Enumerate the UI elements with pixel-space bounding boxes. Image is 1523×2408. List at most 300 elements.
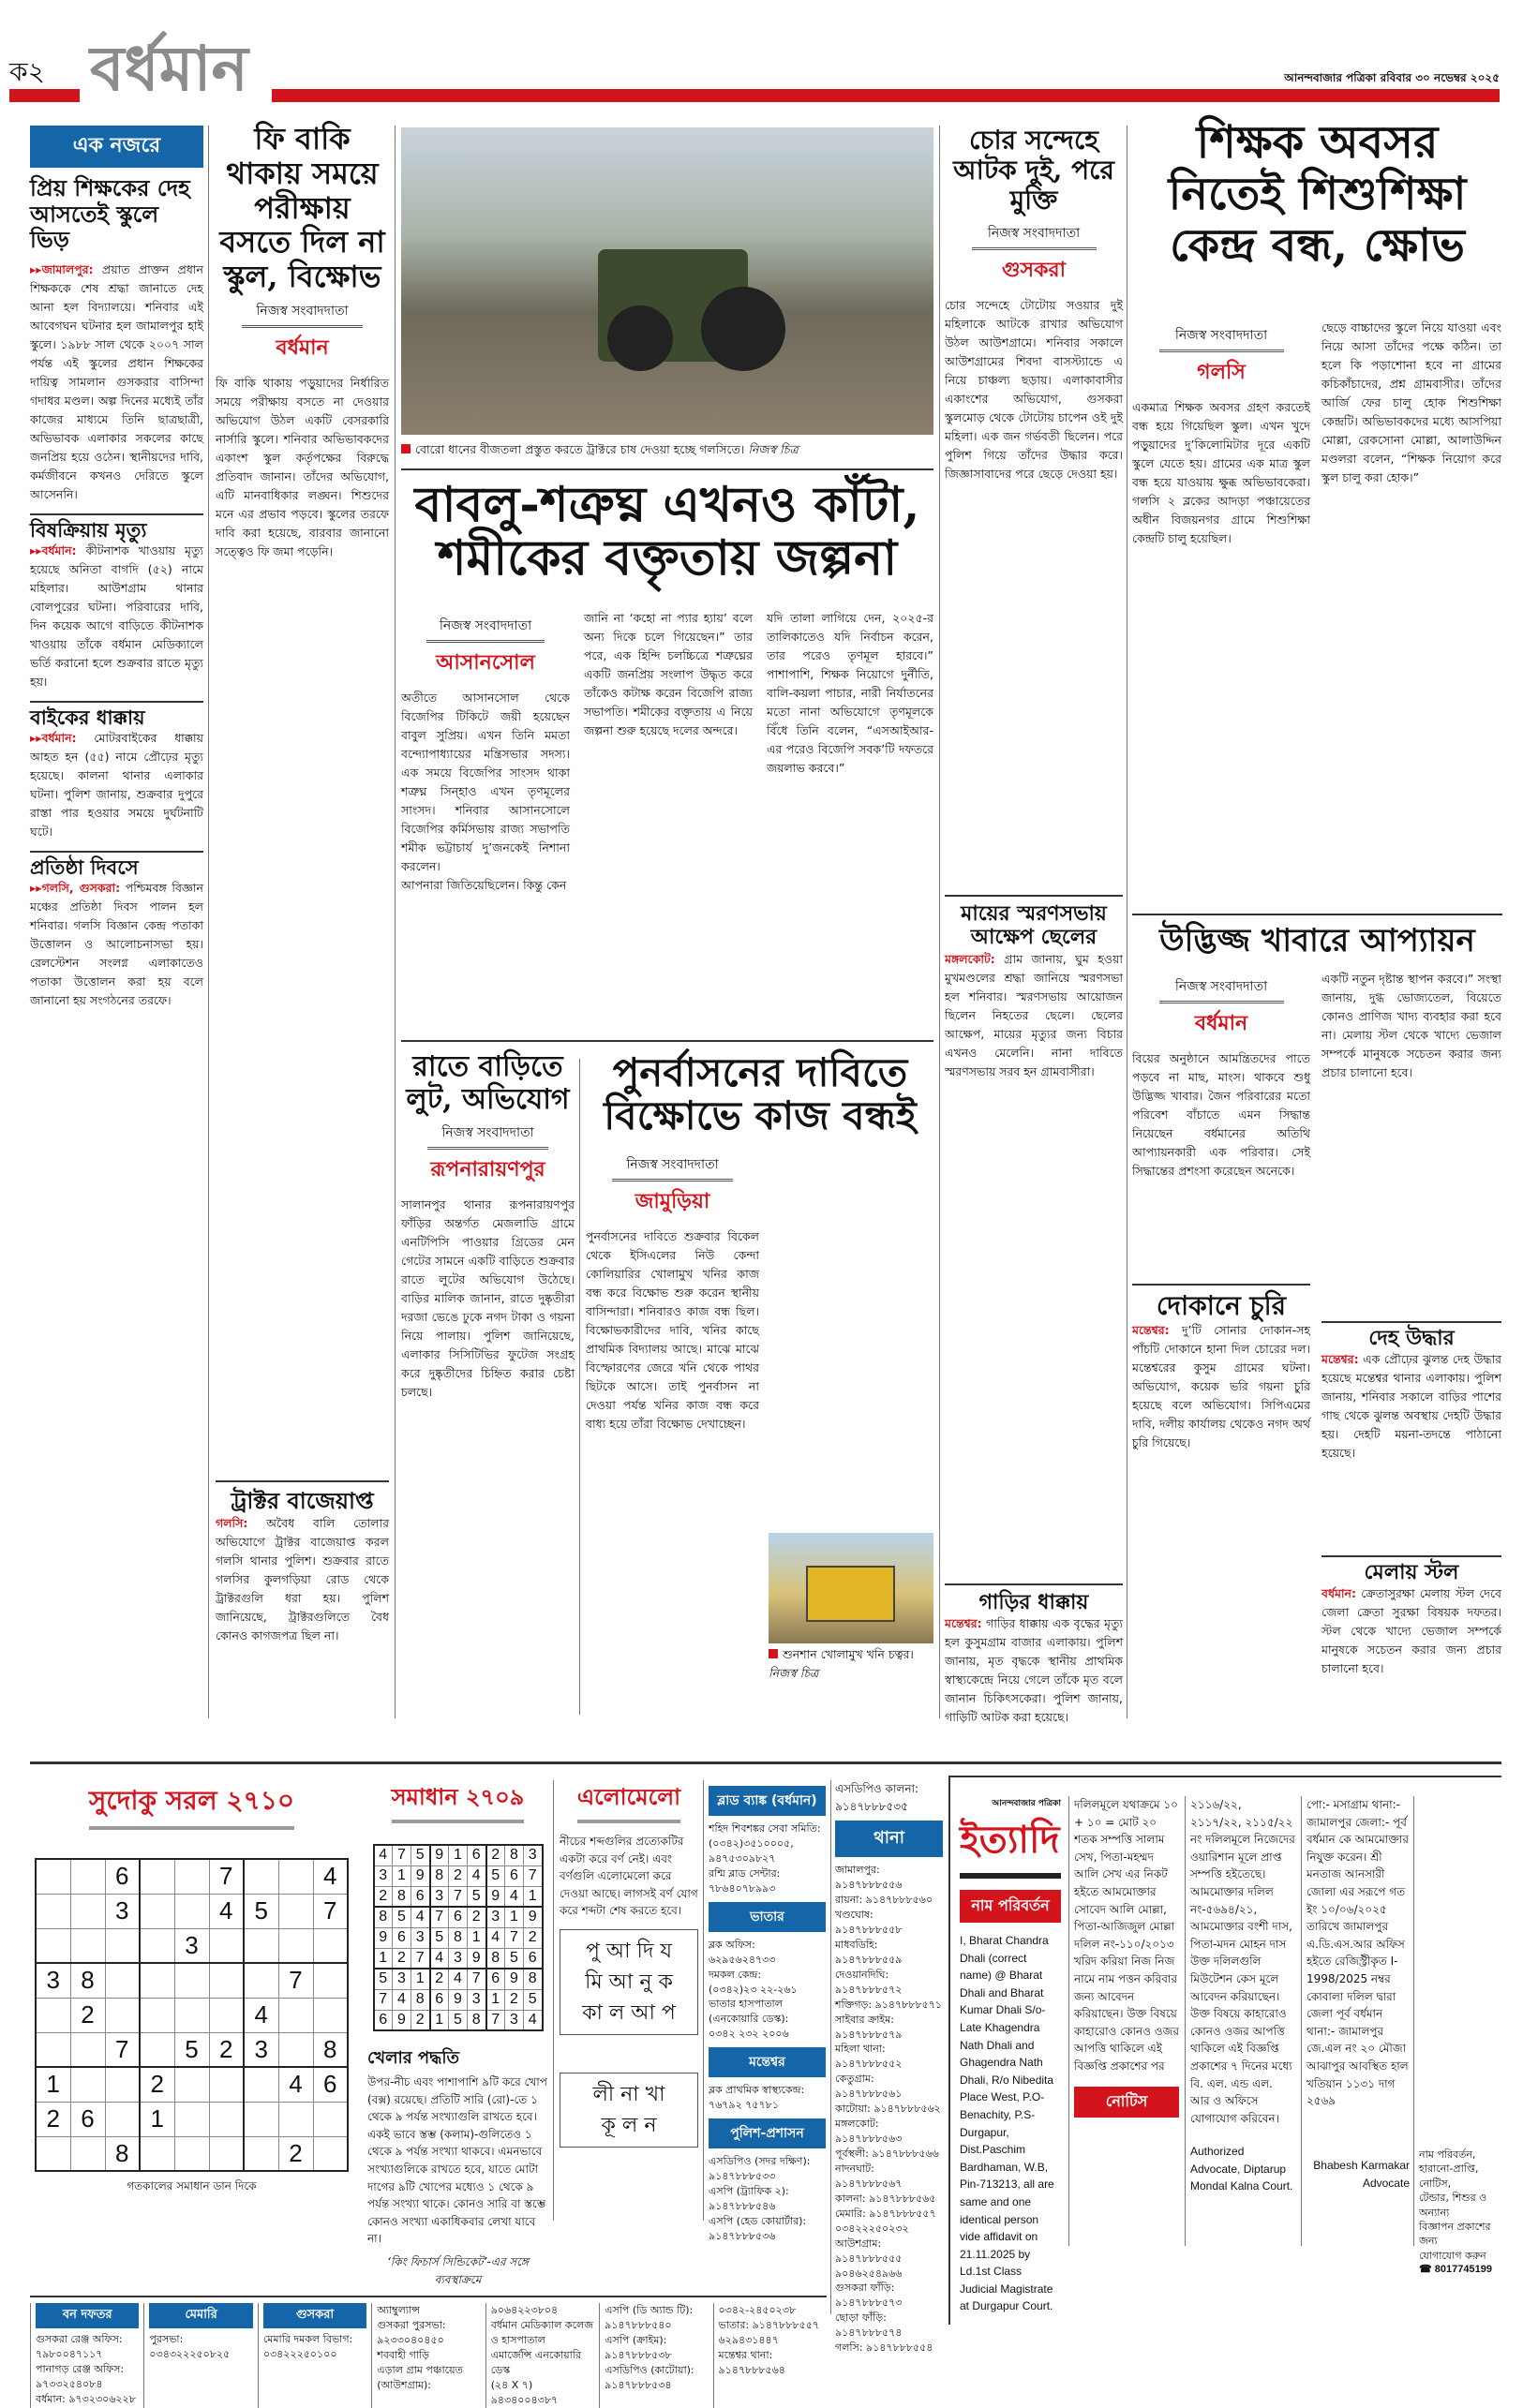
section-rule [1132, 914, 1502, 915]
byline: নিজস্ব সংবাদদাতা [427, 1122, 549, 1150]
solution-cell: 3 [524, 1845, 543, 1865]
helpline-line: ৯১৪৭৮৮৮৫৪০ [605, 2319, 672, 2332]
sudoku-cell[interactable] [140, 2032, 174, 2067]
helpline-line: ৯১৪৭৮৮৮৫৬৪ [718, 2363, 785, 2376]
sudoku-cell[interactable] [209, 1928, 244, 1963]
solution-cell: 9 [468, 1948, 486, 1969]
classified-ad: I, Bharat Chandra Dhali (correct name) @ Bharat Dhali and Bharat Kumar Dhali S/o- Late Khagendra Nath Dhali and Ghagendra Nath Dhali, R/o Nibedita Place West, P.O-Benachity, P.S-Durgapur, Dist.Paschim Bardhaman, W.B, Pin-713213, all are same and one identical person vide affidavit on 21.11.2025 by Ld.1st Class Judicial Magistrate at Durgapur Court. [960, 1934, 1054, 2313]
sudoku-cell[interactable] [70, 2032, 105, 2067]
place-tag: আসানসোল [436, 651, 535, 675]
thana-line: রায়না: ৯১৪৭৮৮৮৫৬০ [835, 1894, 933, 1907]
section-rule [401, 468, 933, 470]
thana-title: থানা [835, 1821, 943, 1857]
sudoku-cell: 4 [313, 1859, 348, 1894]
sudoku-cell[interactable] [36, 1928, 70, 1963]
thana-line: কেতুগ্রাম: ৯১৪৭৮৮৮৫৬১ [835, 2073, 903, 2101]
sudoku-cell: 7 [278, 1963, 313, 1998]
brief-text: কীটনাশক খাওয়ায় মৃত্যু হয়েছে অনিতা বাগদি (৫২) নামে মহিলার। আউশগ্রাম থানার বোলপুরের ঘটনা। পরিবারের দাবি, দিন কয়েক আগে বাড়িতে কীটনাশক খাওয়ায় তাঁকে বর্ধমান মেডিক্যালে ভর্তি করানো হলে শুক্রবার রাতে মৃত্যু হয়। [30, 543, 203, 689]
puzzle-word: কূ ল ন [601, 2113, 657, 2137]
solution-cell: 2 [486, 1845, 505, 1865]
contact-line: নাম পরিবর্তন, [1419, 2148, 1476, 2161]
place-tag: রূপনারায়ণপুর [430, 1158, 545, 1182]
sudoku-cell[interactable] [36, 2032, 70, 2067]
sudoku-cell[interactable] [174, 1998, 209, 2032]
sudoku-cell[interactable] [70, 2136, 105, 2171]
sudoku-cell[interactable] [140, 1998, 174, 2032]
column-divider [1068, 1796, 1069, 2246]
sudoku-cell[interactable] [140, 1894, 174, 1928]
solution-cell: 1 [393, 1865, 411, 1886]
solution-cell: 1 [430, 2010, 449, 2030]
phone-icon: ☎ [1419, 2264, 1432, 2276]
solution-cell: 8 [486, 1948, 505, 1969]
solution-cell: 1 [468, 1927, 486, 1948]
sudoku-cell: 1 [140, 2102, 174, 2136]
thana-line: পূর্বস্থলী: ৯১৪৭৮৮৮৫৬৬ [835, 2148, 939, 2160]
solution-cell: 9 [449, 1989, 468, 2010]
sudoku-cell[interactable] [70, 1894, 105, 1928]
solution-cell: 2 [430, 1969, 449, 1989]
fair-body: ক্রেতাসুরক্ষা মেলায় স্টল দেবে জেলা ক্রেতা সুরক্ষা বিষয়ক দফতর। স্টল থেকে খাদ্যে ভেজাল সম্পর্কে মানুষকে সচেতন করার জন্য প্রচার চালানো হবে। [1321, 1586, 1501, 1676]
sudoku-cell[interactable] [244, 1928, 278, 1963]
column-divider [553, 1780, 554, 2221]
helpline-line: ৯১৪৭৮৮৮৫৩৬ [709, 2229, 776, 2242]
loot-story [401, 1051, 575, 1402]
solution-cell: 6 [374, 2010, 393, 2030]
helpline-column [709, 1780, 826, 2244]
column-divider [830, 1780, 831, 2314]
puzzle-word: পু আ দি য [585, 1939, 673, 1963]
car-body: গাড়ির ধাক্কায় এক বৃদ্ধের মৃত্যু হল কুসুমগ্রাম বাজার এলাকায়। পুলিশ জানায়, মৃত বৃদ্ধকে স্থানীয় প্রাথমিক স্বাস্থ্যকেন্দ্রে নিয়ে গেলে তাঁকে মৃত বলে জানান চিকিৎসকেরা। পুলিশ জানায়, গাড়িটি আটক করা হয়েছে। [945, 1616, 1123, 1725]
solution-cell: 7 [449, 1886, 468, 1907]
sudoku-cell: 3 [105, 1894, 140, 1928]
rehab-headline: পুনর্বাসনের দাবিতে বিক্ষোভে কাজ বন্ধই [604, 1049, 917, 1139]
sudoku-cell: 7 [209, 1859, 244, 1894]
ad-signature: Bhabesh Karmakar Advocate [1313, 2159, 1410, 2190]
sudoku-cell: 1 [36, 2067, 70, 2102]
sudoku-cell[interactable] [174, 2102, 209, 2136]
sudoku-cell[interactable] [244, 1963, 278, 1998]
thana-line: কাটোয়া: ৯১৪৭৮৮৮৫৬২ [835, 2103, 941, 2116]
sudoku-cell[interactable] [140, 2136, 174, 2171]
sudoku-cell[interactable] [105, 2102, 140, 2136]
solution-cell: 6 [524, 1948, 543, 1969]
sudoku-cell: 2 [209, 2032, 244, 2067]
solution-cell: 1 [505, 1907, 524, 1927]
column-divider [1185, 1796, 1186, 2246]
solution-cell: 1 [374, 1948, 393, 1969]
syndicate-credit: ‘কিং ফিচার্স সিন্ডিকেট’-এর সঙ্গে ব্যবস্থাক্রমে [386, 2254, 530, 2286]
solution-cell: 8 [524, 1969, 543, 1989]
thana-line: ৯১৪৭৮৮৮৫৭৯ [835, 2028, 903, 2041]
sudoku-cell[interactable] [36, 1859, 70, 1894]
helpline-line: এমার্জেন্সি এনকোয়ারি ডেস্ক [490, 2348, 582, 2376]
helpline-section-title: ব্লাড ব্যাঙ্ক (বর্ধমান) [709, 1786, 826, 1816]
sudoku-cell: 4 [278, 2067, 313, 2102]
helpline-strip-column [485, 2303, 599, 2408]
column-divider [939, 126, 940, 1718]
contact-line: হারানো-প্রাপ্তি, নোটিস, [1419, 2163, 1479, 2190]
grid-row [36, 1998, 348, 2032]
sudoku-cell[interactable] [174, 1894, 209, 1928]
sudoku-cell[interactable] [140, 1928, 174, 1963]
byline: নিজস্ব সংবাদদাতা [426, 615, 545, 643]
solution-cell: 2 [411, 2010, 430, 2030]
grid-row [374, 1989, 543, 2010]
sudoku-grid [35, 1858, 349, 2172]
helpline-strip-column [30, 2303, 143, 2408]
rehab-story [586, 1148, 759, 1434]
solution-cell: 6 [505, 1865, 524, 1886]
grid-row [36, 2102, 348, 2136]
sudoku-cell: 8 [70, 1963, 105, 1998]
rehab-body: পুনর্বাসনের দাবিতে শুক্রবার বিকেল থেকে ইসিএলের নিউ কেন্দা কোলিয়ারির খোলামুখ খনির কাজ বন্ধ করে বিক্ষোভ শুরু করেন স্থানীয় বাসিন্দারা। শনিবারও কাজ বন্ধ ছিল। বিক্ষোভকারীদের দাবি, খনির কাছে প্রাথমিক বিদ্যালয় আছে। মাঝে মাঝে বিস্ফোরণের জেরে খনি থেকে পাথর ছিটকে আসে। তাই পুনর্বাসন না দেওয়া পর্যন্ত খনির কাজ বন্ধ করে বাধ্য হয়ে তাঁরা বিক্ষোভ দেখাচ্ছেন। [586, 1229, 759, 1431]
thana-line: মেমারি: ৯১৪৭৮৮৮৫৫৭ [835, 2207, 936, 2220]
sudoku-cell[interactable] [174, 1859, 209, 1894]
tractor-story [216, 1480, 389, 1645]
helpline-line: ৯৭৩৩২৫৪০৮৪ [36, 2377, 103, 2390]
grid-row [374, 1948, 543, 1969]
solution-cell: 2 [374, 1886, 393, 1907]
helpline-line: দমকল কেন্দ্র: [709, 1968, 762, 1981]
rehab-photo-caption [769, 1647, 933, 1685]
helpline-section-title: মন্তেশ্বর [709, 2047, 826, 2077]
brief-headline: বাইকের ধাক্কায় [30, 705, 145, 729]
truck-shape [806, 1566, 895, 1622]
sudoku-cell[interactable] [70, 1859, 105, 1894]
solution-cell: 5 [468, 1886, 486, 1907]
sudoku-cell[interactable] [244, 2136, 278, 2171]
sudoku-cell[interactable] [313, 2102, 348, 2136]
sudoku-cell[interactable] [278, 1928, 313, 1963]
loot-body: সালানপুর থানার রূপনারায়ণপুর ফাঁড়ির অন্তর্গত মেজলাডি গ্রামে এনটিপিসি পাওয়ার গ্রিডের মেন গেটের সামনে একটি বাড়িতে শুক্রবার রাতে লুটের অভিযোগ উঠেছে। বাড়ির মালিক জানান, রাতে দুষ্কৃতীরা দরজা ভেঙে ঢুকে নগদ টাকা ও গয়না নিয়ে পালায়। পুলিশ জানিয়েছে, এলাকার সিসিটিভির ফুটেজ সংগ্রহ করে দুষ্কৃতীদের চিহ্নিত করার চেষ্টা চলছে। [401, 1197, 575, 1399]
car-story [945, 1583, 1123, 1727]
thana-line: ছোড়া ফাঁড়ি: [835, 2311, 887, 2325]
sudoku-cell[interactable] [313, 1963, 348, 1998]
solution-cell: 5 [430, 1927, 449, 1948]
solution-cell: 9 [430, 1845, 449, 1865]
brief-dateline: মন্তেশ্বর: [1132, 1323, 1170, 1338]
solution-cell: 1 [486, 1989, 505, 2010]
sudoku-cell[interactable] [105, 1963, 140, 1998]
fee-story [216, 122, 389, 561]
solution-cell: 2 [468, 1907, 486, 1927]
helpline-line: গুসকরা পুরসভা: [377, 2319, 446, 2332]
grid-row [36, 1928, 348, 1963]
solution-cell: 4 [505, 1886, 524, 1907]
grid-row [36, 2136, 348, 2171]
brief-text: মোটরবাইকের ধাক্কায় আহত হন (৫৫) নামে প্রৌঢ়ের মৃত্যু হয়েছে। কালনা থানার এলাকার ঘটনা। পুলিশ জানায়, শুক্রবার দুপুরে রাস্তা পার হওয়ার সময়ে দুর্ঘটনাটি ঘটে। [30, 731, 203, 840]
sudoku-title: সুদোকু সরল ২৭১০ [89, 1780, 294, 1830]
solution-title: সমাধান ২৭০৯ [392, 1780, 525, 1823]
dateline: আনন্দবাজার পত্রিকা রবিবার ৩০ নভেম্বর ২০২৫ [1284, 71, 1500, 84]
photo-credit: নিজস্ব চিত্র [769, 1666, 819, 1680]
helpline-line: ৯৪৭৫৩০৯৮২৭ [709, 1851, 776, 1865]
name-change-label: নাম পরিবর্তন [960, 1890, 1061, 1923]
page-number: ক২ [9, 56, 45, 87]
sudoku-cell[interactable] [105, 1998, 140, 2032]
sudoku-cell[interactable] [313, 1998, 348, 2032]
helpline-strip-column [258, 2303, 371, 2408]
sudoku-cell[interactable] [278, 2032, 313, 2067]
mother-headline: মায়ের স্মরণসভায় আক্ষেপ ছেলের [961, 901, 1107, 950]
thana-line: গলসি: ৯১৪৭৮৮৮৫৫৪ [835, 2341, 933, 2355]
thana-line: মাধবডিহি: ৯১৪৭৮৮৮৫৫৯ [835, 1938, 903, 1966]
sudoku-cell[interactable] [70, 2067, 105, 2102]
helpline-line: (২৪ X ৭) [490, 2378, 533, 2391]
helpline-line: পানাগড় রেঞ্জ অফিস: [36, 2362, 125, 2375]
sudoku-cell[interactable] [209, 1998, 244, 2032]
puzzle-word: কা ল আ প [582, 2000, 676, 2025]
thief-story [945, 126, 1123, 483]
byline: নিজস্ব সংবাদদাতা [972, 222, 1097, 250]
classified-ad: পো:- মসাগ্রাম থানা:- জামালপুর জেলা:- পূর্ব বর্ধমান কে আমমোক্তার নিযুক্ত করেন। শ্রী মনতাজ আনসারী জোলা এর সরূপে গত ইং ১০/০৬/২০২৫ তারিখে জামালপুর এ.ডি.এস.আর অফিস হইতে রেজিস্ট্রীকৃত I-1998/2025 নম্বর কোবালা দলিল দ্বারা জেলা পূর্ব বর্ধমান থানা:- জামালপুর জে.এল নং ২০ মৌজা আঝাপুর আবস্থিত হাল খতিয়ান ১১৩১ দাগ ২৫৬৯ [1306, 1798, 1409, 2108]
sudoku-cell[interactable] [140, 1859, 174, 1894]
thana-line: ৯১৪৭৮৮৮৫৭৩ [835, 2297, 903, 2310]
solution-cell: 4 [430, 1948, 449, 1969]
body-headline: দেহ উদ্ধার [1368, 1326, 1455, 1350]
solution-cell: 4 [374, 1845, 393, 1865]
tractor-wheel [607, 305, 673, 371]
solution-cell: 9 [524, 1907, 543, 1927]
shop-headline: দোকানে চুরি [1156, 1290, 1287, 1321]
school-col-2: ছেড়ে বাচ্চাদের স্কুলে নিয়ে যাওয়া এবং নিয়ে আসা তাঁদের পক্ষে কঠিন। তা হলে কি পড়াশোনা হবে না গ্রামের কচিকাঁচাদের, প্রশ্ন গ্রামবাসীর। তাঁদের আর্জি ফের চালু হোক শিশুশিক্ষা কেন্দ্রটি। অভিভাবকদের মধ্যে আসপিয়া মোল্লা, রেকসোনা মোল্লা, আলাউদ্দিন মণ্ডলরা বলেন, “শিক্ষক নিয়োগ করে স্কুল চালু করা হোক।” [1321, 320, 1501, 484]
sudoku-cell[interactable] [278, 2102, 313, 2136]
solution-cell: 4 [524, 2010, 543, 2030]
byline: নিজস্ব সংবাদদাতা [612, 1153, 734, 1182]
solution-panel [367, 1780, 548, 2288]
classified-ad: দলিলমূলে যথাক্রমে ১০ + ১০ = মোট ২০ শতক সম্পত্তি সালাম সেখ, পিতা-মহম্মদ আলি সেখ এর নিকট হইতে আমমোক্তার সোবেদ আলি মোল্লা, পিতা-আজিজুল মোল্লা দলিল নং-১১০/২০১৩ খরিদ করিয়া নিজ নিজ নামে নাম পত্তন করিবার জন্য আবেদন করিয়াছেন। উক্ত বিষয়ে কাহারোও কোনও ওজর আপত্তি থাকিলে এই বিজ্ঞপ্তি প্রকাশের পর [1074, 1798, 1179, 2073]
lead-col-3: যদি তালা লাগিয়ে দেন, ২০২৫-র তালিকাতেও যদি নির্বাচন করেন, তার পরেও তৃণমূল হারবে।” পাশাপাশি, শিক্ষক নিয়োগে দুর্নীতি, বালি-কয়লা পাচার, নারী নির্যাতনের মতো নানা অভিযোগে তৃণমূলকে বিঁধে তিনি বলেন, “এসআইআর-এর পরেও বিজেপি সবক’টি দফতরে জয়লাভ করবে।” [767, 611, 933, 775]
brief-dateline: গলসি: [216, 1515, 248, 1530]
byline: নিজস্ব সংবাদদাতা [1159, 324, 1284, 352]
thief-headline: চোর সন্দেহে আটক দুই, পরে মুক্তি [953, 125, 1114, 216]
solution-cell: 1 [411, 1969, 430, 1989]
sudoku-cell[interactable] [36, 1894, 70, 1928]
solution-cell: 9 [505, 1969, 524, 1989]
sudoku-cell[interactable] [244, 2067, 278, 2102]
sudoku-cell[interactable] [278, 1998, 313, 2032]
thana-line: শক্তিগড়: ৯১৪৭৮৮৮৫৭১ [835, 1998, 943, 2011]
helpline-strip-column [143, 2303, 257, 2408]
sudoku-cell: 3 [244, 2032, 278, 2067]
helpline-line: ৯০৬৪২২৩৮০৪ [490, 2304, 559, 2317]
caption-text: শুনশান খোলামুখ খনি চত্বর। [783, 1647, 914, 1661]
solution-cell: 3 [505, 2010, 524, 2030]
lead-col-2: জানি না ‘কহো না প্যার হ্যায়’ বলে অন্য দিকে চলে গিয়েছেন।” তার পরে, এক হিন্দি চলচ্চিত্রে শত্রুঘ্নের একটি জনপ্রিয় সংলাপ উদ্ধৃত করে তাঁকেও কটাক্ষ করেন বিজেপি রাজ্য সভাপতি। শমীকের বক্তৃতায় এ নিয়ে জল্পনা শুরু হয়েছে দলের অন্দরে। [584, 611, 753, 737]
solution-cell: 7 [524, 1865, 543, 1886]
sudoku-cell: 6 [105, 1859, 140, 1894]
sudoku-cell[interactable] [105, 2067, 140, 2102]
solution-cell: 7 [393, 1845, 411, 1865]
sudoku-cell[interactable] [313, 1928, 348, 1963]
sudoku-cell[interactable] [313, 2136, 348, 2171]
sudoku-cell[interactable] [174, 2067, 209, 2102]
solution-cell: 3 [411, 1927, 430, 1948]
ittadi-contact [1419, 2148, 1501, 2278]
column-divider [579, 1059, 580, 1715]
sudoku-cell[interactable] [174, 2136, 209, 2171]
fair-story [1321, 1555, 1501, 1678]
helpline-line: ভাতার হাসপাতাল [709, 1998, 783, 2011]
sudoku-cell[interactable] [278, 1859, 313, 1894]
solution-cell: 3 [393, 1969, 411, 1989]
section-rule [30, 1761, 1501, 1764]
school-body: একমাত্র শিক্ষক অবসর গ্রহণ করতেই বন্ধ হয়ে গিয়েছিল স্কুল। এখন খুদে পড়ুয়াদের দু’কিলোমিটার দূরে একটি স্কুলে যেতে হয়। গ্রামের এক মাত্র স্কুল বন্ধ হয়ে যাওয়ায় ক্ষুব্ধ অভিভাবকেরা। গলসি ২ ব্লকের আদড়া পঞ্চায়েতের অধীন বিজয়নগর গ্রামে শিশুশিক্ষা কেন্দ্রটি চালু হয়েছিল। [1132, 400, 1310, 545]
sudoku-cell[interactable] [140, 1963, 174, 1998]
thana-line: ৯১৪৭৮৮৮৫৫২ [835, 2058, 903, 2071]
brief-dateline: বর্ধমান: [41, 543, 77, 557]
place-tag: গুসকরা [1002, 258, 1066, 282]
ittadi-masthead [960, 1796, 1061, 2315]
sudoku-cell[interactable] [36, 2136, 70, 2171]
solution-cell: 8 [468, 2010, 486, 2030]
sudoku-cell[interactable] [209, 2067, 244, 2102]
body-recovery-text: এক প্রৌঢ়ের ঝুলন্ত দেহ উদ্ধার হয়েছে মন্তেশ্বর থানার এলাকায়। পুলিশ জানায়, শনিবার সকালে বাড়ির পাশের গাছ থেকে ঝুলন্ত অবস্থায় দেহটি উদ্ধার হয়। দেহটি ময়না-তদন্তে পাঠানো হয়েছে। [1321, 1352, 1501, 1461]
helpline-line: (০৩৪২)২৩ ২২-২৬১ [709, 1983, 798, 1996]
place-tag: গলসি [1197, 361, 1246, 384]
solution-cell: 6 [486, 1969, 505, 1989]
grid-row [374, 2010, 543, 2030]
solution-cell: 3 [449, 1948, 468, 1969]
elomelo-instructions: নীচের শব্দগুলির প্রত্যেকটির একটা করে বর্ণ নেই। এবং বর্ণগুলি এলোমেলো করে দেওয়া আছে। লাগসই বর্ণ যোগ করে শব্দটা শেষ করতে হবে। [560, 1835, 698, 1918]
sudoku-cell[interactable] [209, 2136, 244, 2171]
solution-cell: 4 [411, 1907, 430, 1927]
solution-cell: 4 [486, 1927, 505, 1948]
school-col-1 [1132, 319, 1310, 548]
solution-cell: 4 [468, 1865, 486, 1886]
dumper-truck-photo [769, 1533, 933, 1643]
helpline-line: ০৩৪২২২৫০১০০ [262, 2347, 337, 2360]
solution-grid [373, 1844, 544, 2031]
header-rule [272, 89, 1500, 102]
thana-column [835, 1780, 943, 2356]
lead-headline: বাবলু-শত্রুঘ্ন এখনও কাঁটা, শমীকের বক্তৃতায় জল্পনা [414, 476, 920, 587]
column-divider [395, 126, 396, 1718]
brief-text: পশ্চিমবঙ্গ বিজ্ঞান মঞ্চের প্রতিষ্ঠা দিবস পালন হল শনিবার। গলসি বিজ্ঞান কেন্দ্র পতাকা উত্তোলন ও আলোচনাসভা হয়। রেলস্টেশন সংলগ্ন এলাকাতেও পতাকা উত্তোলন করা হয় বলে জানানো হয় সংগঠনের তরফে। [30, 881, 203, 1008]
thana-line: গুসকরা ফাঁড়ি: [835, 2282, 895, 2295]
brief-dateline: মন্তেশ্বর: [945, 1616, 982, 1631]
thana-line: জামালপুর: ৯১৪৭৮৮৮৫৫৬ [835, 1864, 903, 1892]
helpline-line: অ্যাম্বুল্যান্স [377, 2304, 420, 2317]
brief-headline: প্রিয় শিক্ষকের দেহ আসতেই স্কুলে ভিড় [30, 174, 190, 254]
solution-cell: 8 [374, 1907, 393, 1927]
solution-cell: 8 [505, 1845, 524, 1865]
sudoku-cell[interactable] [174, 1963, 209, 1998]
solution-cell: 7 [411, 1948, 430, 1969]
veg-col-2: একটি নতুন দৃষ্টান্ত স্থাপন করবে।” সংস্থা জানায়, দুগ্ধ ভোজ্যতেল, বিয়েতে কোনও প্রাণিজ খাদ্য ব্যবহার করা হবে না। মেলায় স্টল থেকে খাদ্যে ভেজাল সম্পর্কে মানুষকে সচেতন করার জন্য প্রচার চালানো হবে। [1321, 972, 1501, 1079]
helpline-strip-column [713, 2303, 827, 2408]
elomelo-panel [560, 1780, 698, 2148]
solution-cell: 5 [524, 1989, 543, 2010]
sudoku-cell[interactable] [209, 1963, 244, 1998]
place-tag: জামুড়িয়া [635, 1190, 710, 1213]
sudoku-cell[interactable] [105, 1928, 140, 1963]
sudoku-panel [30, 1780, 353, 2195]
helpline-section-title: মেমারি [149, 2303, 252, 2328]
tractor-field-photo [401, 127, 933, 435]
helpline-number: ৯১৪৭৮৮৮৫৩৫ [835, 1799, 908, 1813]
sudoku-cell[interactable] [36, 1998, 70, 2032]
sudoku-cell[interactable] [244, 2102, 278, 2136]
body-recovery-story [1321, 1321, 1501, 1463]
byline: নিজস্ব সংবাদদাতা [1159, 975, 1284, 1003]
helpline-section-title: বন দফতর [36, 2303, 139, 2328]
elomelo-title: এলোমেলো [577, 1780, 680, 1823]
ittadi-logo: ইত্যাদি [960, 1810, 1061, 1879]
solution-cell: 3 [468, 1989, 486, 2010]
sudoku-cell[interactable] [209, 2102, 244, 2136]
sudoku-cell[interactable] [278, 1894, 313, 1928]
thana-line: ৯১৪৭৮৮৮৫৭৪ [835, 2326, 903, 2340]
thana-line: ৯১৪৭৮৮৮৫৭২ [835, 1983, 903, 1996]
helpline-section-title: গুসকরা [263, 2303, 366, 2328]
contact-phone[interactable]: 8017745199 [1434, 2264, 1492, 2276]
thana-line: মহিলা থানা: [835, 2043, 886, 2056]
grid-row [374, 1865, 543, 1886]
solution-cell: 4 [393, 1989, 411, 2010]
fee-body: ফি বাকি থাকায় পড়ুয়াদের নির্ধারিত সময়ে পরীক্ষায় বসতে না দেওয়ার অভিযোগ উঠল একটি বেসরকারি নার্সারি স্কুলে। শনিবার অভিভাবকদের একাংশ স্কুল কর্তৃপক্ষের বিরুদ্ধে প্রতিবাদ জানান। তাঁদের অভিযোগ, এটি মানবাধিকার লঙ্ঘন। শিশুদের মনে এর প্রভাব পড়বে। স্কুলের তরফে দাবি করা হয়েছে, বারবার জানানো সত্ত্বেও ফি জমা পড়েনি। [216, 375, 389, 558]
solution-cell: 5 [449, 2010, 468, 2030]
tractor-body: অবৈধ বালি তোলার অভিযোগে ট্রাক্টর বাজেয়াপ্ত করল গলসি থানার পুলিশ। শুক্রবার রাতে গলসির কুলগড়িয়া রোড থেকে ট্রাক্টরগুলি ধরা হয়। পুলিশ জানিয়েছে, ট্রাক্টরগুলিতে বৈধ কোনও কাগজপত্র ছিল না। [216, 1515, 389, 1642]
helpline-line: বর্ধমান মেডিক্যাল কলেজ ও হাসপাতাল [490, 2319, 594, 2346]
helpline-line: এসপি (ট্র্যাফিক ২): [709, 2185, 789, 2197]
sudoku-cell: 8 [105, 2136, 140, 2171]
solution-cell: 6 [393, 1927, 411, 1948]
rules-title: খেলার পদ্ধতি [367, 2048, 459, 2068]
sudoku-cell: 6 [313, 2067, 348, 2102]
shop-story [1132, 1284, 1310, 1452]
veg-body: বিয়ের অনুষ্ঠানে আমন্ত্রিতদের পাতে পড়বে না মাছ, মাংস। থাকবে শুধু উদ্ভিজ্জ খাবার। জৈন পরিবারের মতো পরিবেশ বাঁচাতে এমন সিদ্ধান্ত নিয়েছেন বর্ধমানের অতিথি আপ্যায়নকারী এক পরিবার। সেই সিদ্ধান্তের প্রশংসা করেছেন অনেকে। [1132, 1051, 1310, 1178]
helpline-line: ভাতার: ৯১৪৭৮৮৮৫৫৭ [718, 2319, 820, 2332]
sudoku-cell: 6 [70, 2102, 105, 2136]
sudoku-cell: 2 [278, 2136, 313, 2171]
column-divider [208, 126, 209, 1718]
grid-row [374, 1845, 543, 1865]
sudoku-cell[interactable] [70, 1928, 105, 1963]
notice-label: নোটিস [1074, 2087, 1179, 2118]
thana-line: মঙ্গলকোট: ৯১৪৭৮৮৮৫৬৩ [835, 2118, 903, 2146]
thana-line: আউশগ্রাম: ৯১৪৭৮৮৮৫৫৫ [835, 2237, 903, 2265]
helpline-line: গুসকরা রেঞ্জ অফিস: [36, 2332, 123, 2345]
solution-cell: 4 [449, 1969, 468, 1989]
solution-cell: 7 [374, 1989, 393, 2010]
helpline-line: শববাহী গাড়ি [377, 2348, 430, 2361]
sudoku-cell: 4 [244, 1998, 278, 2032]
grid-row [374, 1886, 543, 1907]
section-rule [401, 1040, 933, 1042]
helpline-line: (আউশগ্রাম): [377, 2378, 431, 2391]
elomelo-puzzle-1 [560, 1929, 698, 2035]
helpline-line: ৯১৪৭৮৮৮৫৩৪ [605, 2378, 672, 2391]
ek-nojore-title: এক নজরে [30, 126, 203, 168]
helpline-line: এসপি (হেড কোয়ার্টার): [709, 2214, 807, 2227]
helpline-label: এসডিপিও কালনা: [835, 1782, 919, 1795]
fee-headline: ফি বাকি থাকায় সময়ে পরীক্ষায় বসতে দিল না স্কুল, বিক্ষোভ [219, 121, 385, 295]
thief-body: চোর সন্দেহে টোটোয় সওয়ার দুই মহিলাকে আটকে রাখার অভিযোগ উঠল আউশগ্রামে। শনিবার সকালে আউশগ্রামের শিবদা বাসস্ট্যান্ডে এ নিয়ে চাঞ্চল্য ছড়ায়। এলাকাবাসীর একাংশের অভিযোগ, গুসকরা স্কুলমোড় থেকে টোটোয় চাপেন ওই দুই মহিলা। এক জন গর্ভবতী ছিলেন। পরে পুলিশ গিয়ে তাঁদের উদ্ধার করে। জিজ্ঞাসাবাদের পরে ছেড়ে দেওয়া হয়। [945, 297, 1123, 481]
helpline-line: ০৩৪২-২৪৫০২৩৮ [718, 2304, 797, 2317]
rules-text: উপর-নীচ এবং পাশাপাশি ৯টি করে খোপ (বক্স) রয়েছে। প্রতিটি সারি (রো)-তে ১ থেকে ৯ পর্যন্ত সংখ্যাগুলি রাখতে হবে। একই ভাবে স্তম্ভ (কলাম)-গুলিতেও ১ থেকে ৯ পর্যন্ত সংখ্যা থাকবে। এমনভাবে সংখ্যাগুলিকে রাখতে হবে, যাতে মোটা দাগের ৯টি খোপের মধ্যেও ১ থেকে ৯ পর্যন্ত সংখ্যা থাকে। কোনও সারি বা স্তম্ভে কোনও সংখ্যা একাধিকবার লেখা যাবে না। [367, 2075, 547, 2246]
sudoku-cell: 2 [140, 2067, 174, 2102]
tractor-headline: ট্রাক্টর বাজেয়াপ্ত [231, 1487, 374, 1514]
solution-cell: 3 [430, 1886, 449, 1907]
solution-cell: 2 [505, 1989, 524, 2010]
solution-cell: 9 [411, 1865, 430, 1886]
lead-body-tail: আপনারা জিতিয়েছিলেন। কিন্তু কেন [401, 878, 567, 892]
sudoku-cell[interactable] [244, 1859, 278, 1894]
solution-cell: 5 [505, 1948, 524, 1969]
solution-cell: 8 [393, 1886, 411, 1907]
